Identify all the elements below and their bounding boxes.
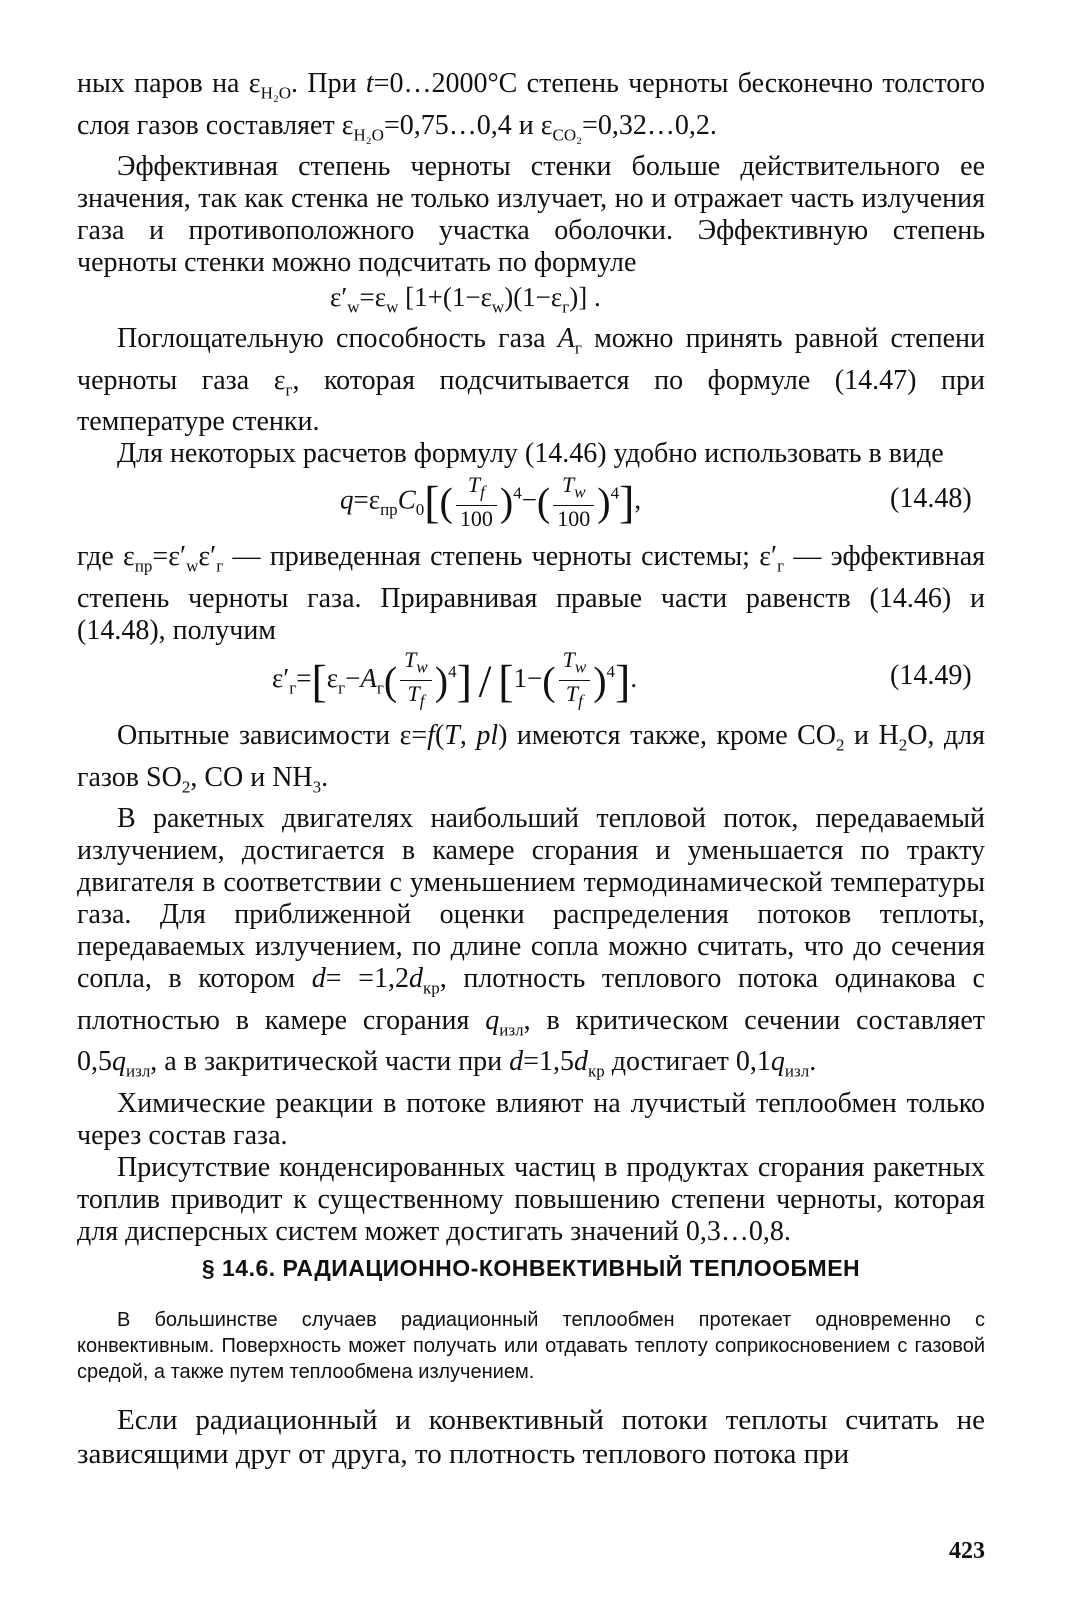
abstract-text: В большинстве случаев радиационный теплообмен протекает одновременно с конвективным. Поверхность может получать или отдавать теплоту соприкосновением с газовой средой, а также путем теплообмена излучением.: [77, 1309, 985, 1383]
paragraph-1: ных паров на $\varepsilon_{H_2O}$. При t=0…2000°C степень черноты бесконечно толстого слоя газов составляет $\varepsilon_{H_2O}=0,75\dots 0,4$ и $\varepsilon_{CO_2}=0,32\dots 0,2$.: [77, 68, 985, 145]
paragraph-3: Поглощательную способность газа $A_г$ можно принять равной степени черноты газа $\varepsilon_г$, которая подсчитывается по формуле (14.47) при температуре стенки.: [77, 323, 985, 438]
text-block-top: [77, 68, 985, 279]
section-heading: § 14.6. РАДИАЦИОННО-КОНВЕКТИВНЫЙ ТЕПЛООБМЕН: [201, 1255, 861, 1281]
formula-14-48: $q=\varepsilon_{пр}C_0$[( $\frac{T_f}{100}$ )$^4$−( $\frac{T_w}{100}$ )$^4$],: [340, 472, 642, 532]
paragraph-2: Эффективная степень черноты стенки больше действительного ее значения, так как стенка не только излучает, но и отражает часть излучения газа и противоположного участка оболочки. Эффективную степень черноты стенки можно подсчитать по формуле: [77, 151, 985, 279]
text-block-middle: [77, 323, 985, 470]
paragraph-9: Присутствие конденсированных частиц в продуктах сгорания ракетных топлив приводит к существенному повышению степени черноты, которая для дисперсных систем может достигать значений 0,3…0,8.: [77, 1151, 985, 1247]
paragraph-4: Для некоторых расчетов формулу (14.46) удобно использовать в виде: [117, 438, 944, 470]
equation-number-14-49: (14.49): [890, 660, 972, 691]
paragraph-5: где $\varepsilon_{пр}=\varepsilon'_w\varepsilon'_г$ — приведенная степень черноты системы; $\varepsilon'_г$ — эффективная степень черноты газа. Приравнивая правые части равенств (14.46) и (14.48), получим: [77, 541, 985, 646]
text-block-final: [77, 1403, 985, 1471]
page-number: 423: [949, 1538, 985, 1564]
text-block-bottom: [77, 720, 985, 1248]
text-block-after-formula: [77, 541, 985, 647]
formula-effective-wall-emissivity: $\varepsilon'_w=\varepsilon_w$ $[1+(1-\varepsilon_w)(1-\varepsilon_г)]$ .: [330, 282, 601, 317]
formula-14-49: $\varepsilon'_г=[\varepsilon_г-A_г$( $\frac{T_w}{T_f}$ )$^4$] / [1−( $\frac{T_w}{T_f}$ )$^4$].: [272, 647, 638, 711]
paragraph-8: Химические реакции в потоке влияют на лучистый теплообмен только через состав газа.: [77, 1087, 985, 1151]
equation-number-14-48: (14.48): [890, 483, 972, 514]
paragraph-10: Если радиационный и конвективный потоки теплоты считать не зависящими друг от друга, то плотность теплового потока при: [77, 1404, 985, 1470]
section-abstract: [77, 1307, 985, 1385]
paragraph-6: Опытные зависимости ε=f(T, pl) имеются также, кроме $CO_2$ и $H_2O$, для газов $SO_2$, CO и $NH_3$.: [77, 720, 985, 797]
paragraph-7: В ракетных двигателях наибольший тепловой поток, передаваемый излучением, достигается в камере сгорания и уменьшается по тракту двигателя в соответствии с уменьшением термодинамической температуры газа. Для приближенной оценки распределения потоков теплоты, передаваемых излучением, по длине сопла можно считать, что до сечения сопла, в котором $d= =1,2d_{кр}$, плотность теплового потока одинакова с плотностью в камере сгорания $q_{изл}$, в критическом сечении составляет $0,5q_{изл}$, а в закритической части при $d=1,5d_{кр}$ достигает $0,1q_{изл}$.: [77, 803, 985, 1081]
